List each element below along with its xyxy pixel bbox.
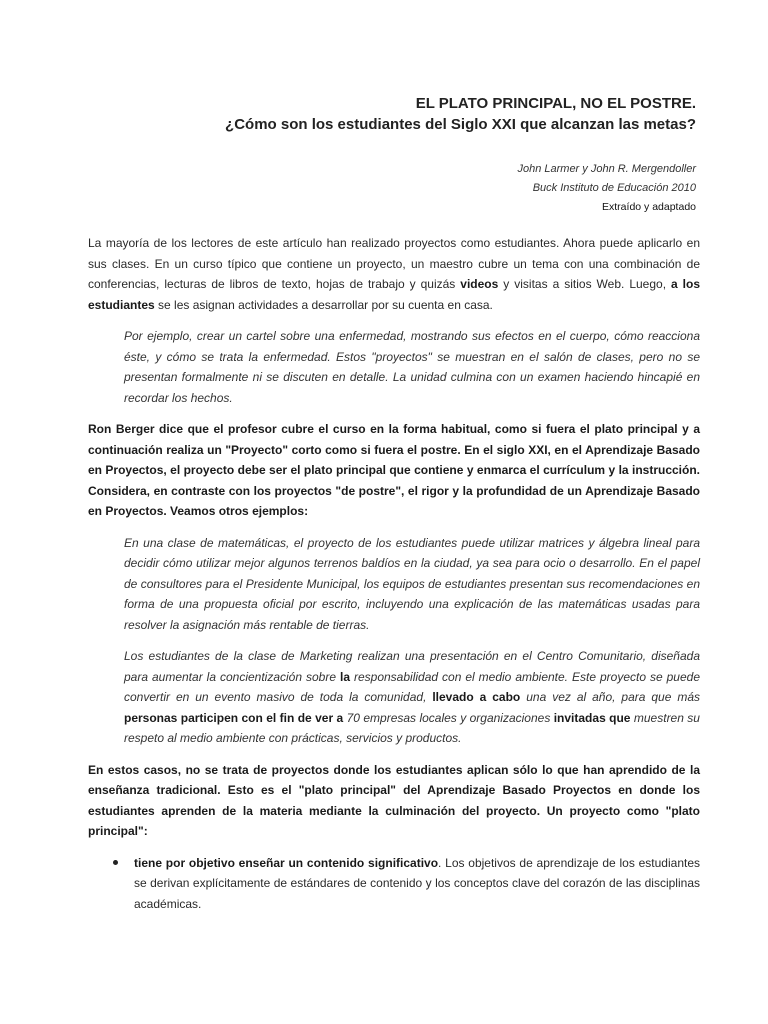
- article-body: [88, 233, 700, 914]
- bold-text: plato principal: [594, 422, 678, 436]
- paragraph-2: [88, 419, 700, 522]
- text: La mayoría de los lectores de este artículo han realizado proyectos como estudiantes. Ahora puede aplicarlo en sus clases. En un curso típico que contiene un proyecto, un maestro cubre un tema con una combinación de conferencias, lecturas de libros de texto, hojas de trabajo y quizás: [88, 236, 700, 291]
- example-quote-2: En una clase de matemáticas, el proyecto de los estudiantes puede utilizar matrices y álgebra lineal para decidir cómo utilizar mejor algunos terrenos baldíos en la ciudad, ya sea para ocio o desarrollo. En el papel de consultores para el Presidente Municipal, los equipos de estudiantes presentan sus recomendaciones en forma de una propuesta oficial por escrito, incluyendo una explicación de las matemáticas usadas para resolver la asignación más rentable de tierras.: [124, 535, 700, 632]
- text: se les asignan actividades a desarrollar por su cuenta en casa.: [154, 297, 493, 312]
- paragraph-3: [88, 760, 700, 842]
- bold-text: videos: [460, 277, 499, 291]
- bold-text: y a continuación realiza un "Proyecto" corto como si fuera el: [88, 422, 700, 457]
- text: responsabilidad con el medio ambiente. Este proyecto se puede convertir en un evento masivo de toda la comunidad,: [124, 669, 700, 704]
- page-title: EL PLATO PRINCIPAL, NO EL POSTRE.: [415, 95, 696, 112]
- bold-text: llevado a cabo: [432, 690, 521, 704]
- page-subtitle: ¿Cómo son los estudiantes del Siglo XXI que alcanzan las metas?: [225, 116, 696, 133]
- bold-text: En estos casos, no se trata de proyectos donde los estudiantes aplican sólo lo que han aprendido de la enseñanza tradicional. Esto es el "plato principal" del Aprendizaje Basado Proyectos en donde los estudiantes aprenden de la materia mediante la culminación del proyecto. Un proyecto como "plato principal":: [88, 762, 700, 838]
- bullet-list: [88, 853, 700, 915]
- text: . Los objetivos de aprendizaje de los estudiantes se derivan explícitamente de estándares de contenido y los conceptos clave del corazón de las disciplinas académicas.: [134, 855, 700, 911]
- example-quote-3: [124, 646, 700, 749]
- text: muestren su respeto al medio ambiente con prácticas, servicios y productos.: [124, 710, 700, 745]
- bold-text: la: [340, 669, 351, 684]
- paragraph-1: [88, 233, 700, 315]
- bold-text: personas participen con el fin de ver a: [124, 710, 344, 725]
- bold-text: tiene por objetivo enseñar un contenido significativo: [134, 855, 439, 870]
- text: y visitas a sitios Web. Luego,: [498, 277, 672, 291]
- source-note: Extraído y adaptado: [602, 201, 696, 213]
- example-quote-1: Por ejemplo, crear un cartel sobre una enfermedad, mostrando sus efectos en el cuerpo, cómo reacciona éste, y cómo se trata la enfermedad. Estos "proyectos" se muestran en el salón de clases, pero no se presentan formalmente ni se discuten en detalle. La unidad culmina con un examen haciendo hincapié en recordar los hechos.: [124, 329, 700, 405]
- bold-text: a los estudiantes: [88, 277, 701, 312]
- title-block: [225, 93, 696, 135]
- bold-text: Ron Berger dice que el profesor cubre el curso en la forma habitual, como si fuera el: [88, 422, 595, 436]
- bold-text: postre: [420, 442, 458, 457]
- author-info: [517, 160, 696, 217]
- bold-text: . En el siglo XXI, en el Aprendizaje Basado en Proyectos, el proyecto debe ser el plato principal que contiene y enmarca el currículum y la instrucción. Considera, en contraste con los proyectos "de postre", el rigor y la profundidad de un Aprendizaje Basado en Proyectos. Veamos otros ejemplos:: [88, 442, 700, 518]
- list-item: [88, 853, 700, 915]
- institute: Buck Instituto de Educación 2010: [532, 182, 696, 194]
- bold-text: invitadas que: [553, 710, 631, 725]
- text: Los estudiantes de la clase de Marketing realizan una presentación en el Centro Comunitario, diseñada para aumentar la concientización sobre: [124, 649, 700, 684]
- authors: John Larmer y John R. Mergendoller: [517, 163, 696, 175]
- text: 70 empresas locales y organizaciones: [343, 710, 554, 725]
- text: una vez al año, para que más: [520, 690, 701, 704]
